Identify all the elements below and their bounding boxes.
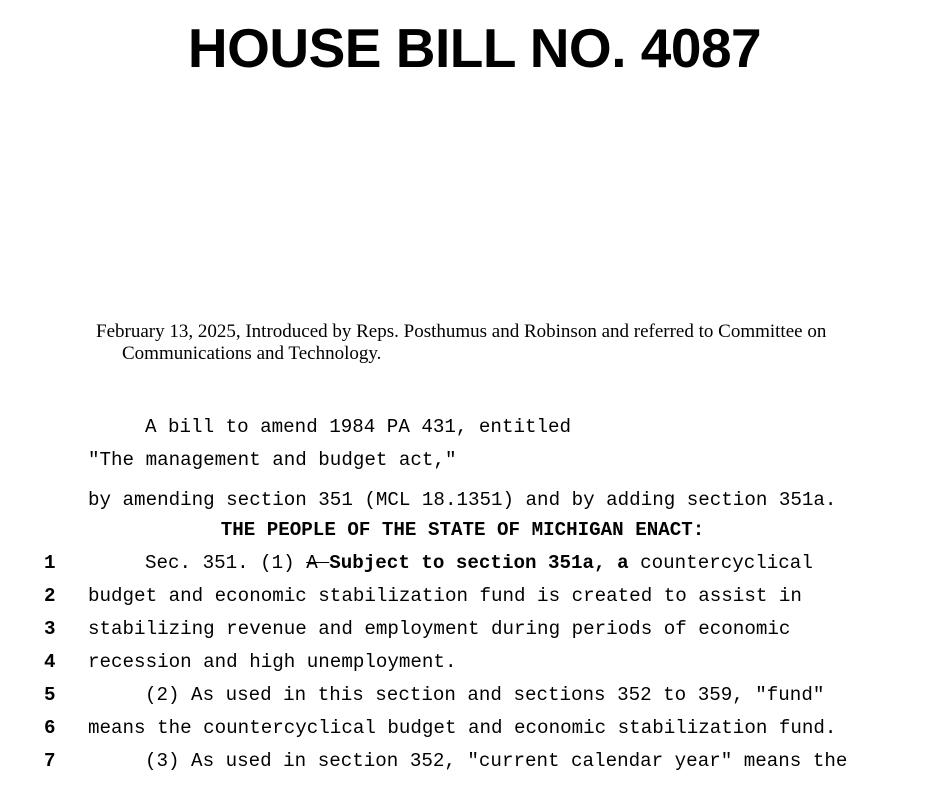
bill-text-line (0, 712, 927, 745)
text-segment-bold: Subject to section 351a, a (329, 552, 641, 574)
introduction-line-2: Communications and Technology. (122, 343, 382, 364)
bill-text-line (0, 484, 927, 517)
bill-text-line (0, 679, 927, 712)
text-segment-normal: countercyclical (640, 552, 813, 574)
line-number: 1 (44, 552, 56, 574)
introduction-paragraph (96, 321, 866, 365)
text-segment-normal: budget and economic stabilization fund is created to assist in (88, 585, 802, 607)
bill-title: HOUSE BILL NO. 4087 (187, 17, 762, 79)
line-number: 3 (44, 618, 56, 640)
text-segment-normal: "The management and budget act," (88, 449, 457, 471)
bill-text-line (0, 547, 927, 580)
line-number: 2 (44, 585, 56, 607)
bill-text-block (0, 411, 927, 778)
text-segment-normal: (3) As used in section 352, "current calendar year" means the (145, 750, 848, 772)
text-segment-strike: A (306, 552, 330, 574)
bill-text-line (0, 613, 927, 646)
text-segment-normal: stabilizing revenue and employment during periods of economic (88, 618, 791, 640)
text-segment-normal: means the countercyclical budget and economic stabilization fund. (88, 717, 837, 739)
line-number: 5 (44, 684, 56, 706)
text-segment-bold: THE PEOPLE OF THE STATE OF MICHIGAN ENACT: (220, 519, 705, 541)
bill-text-line (0, 411, 927, 444)
text-segment-normal: A bill to amend 1984 PA 431, entitled (145, 416, 572, 438)
line-number: 7 (44, 750, 56, 772)
line-number: 6 (44, 717, 56, 739)
introduction-line-1: February 13, 2025, Introduced by Reps. Posthumus and Robinson and referred to Committee on (96, 321, 827, 342)
text-segment-normal: (2) As used in this section and sections 352 to 359, "fund" (145, 684, 825, 706)
text-segment-normal: Sec. 351. (1) (145, 552, 307, 574)
line-number: 4 (44, 651, 56, 673)
bill-text-line (0, 514, 837, 547)
bill-text-line (0, 646, 927, 679)
bill-text-line (0, 444, 927, 477)
text-segment-normal: by amending section 351 (MCL 18.1351) and by adding section 351a. (88, 489, 837, 511)
text-segment-normal: recession and high unemployment. (88, 651, 457, 673)
bill-text-line (0, 745, 927, 778)
bill-text-line (0, 580, 927, 613)
